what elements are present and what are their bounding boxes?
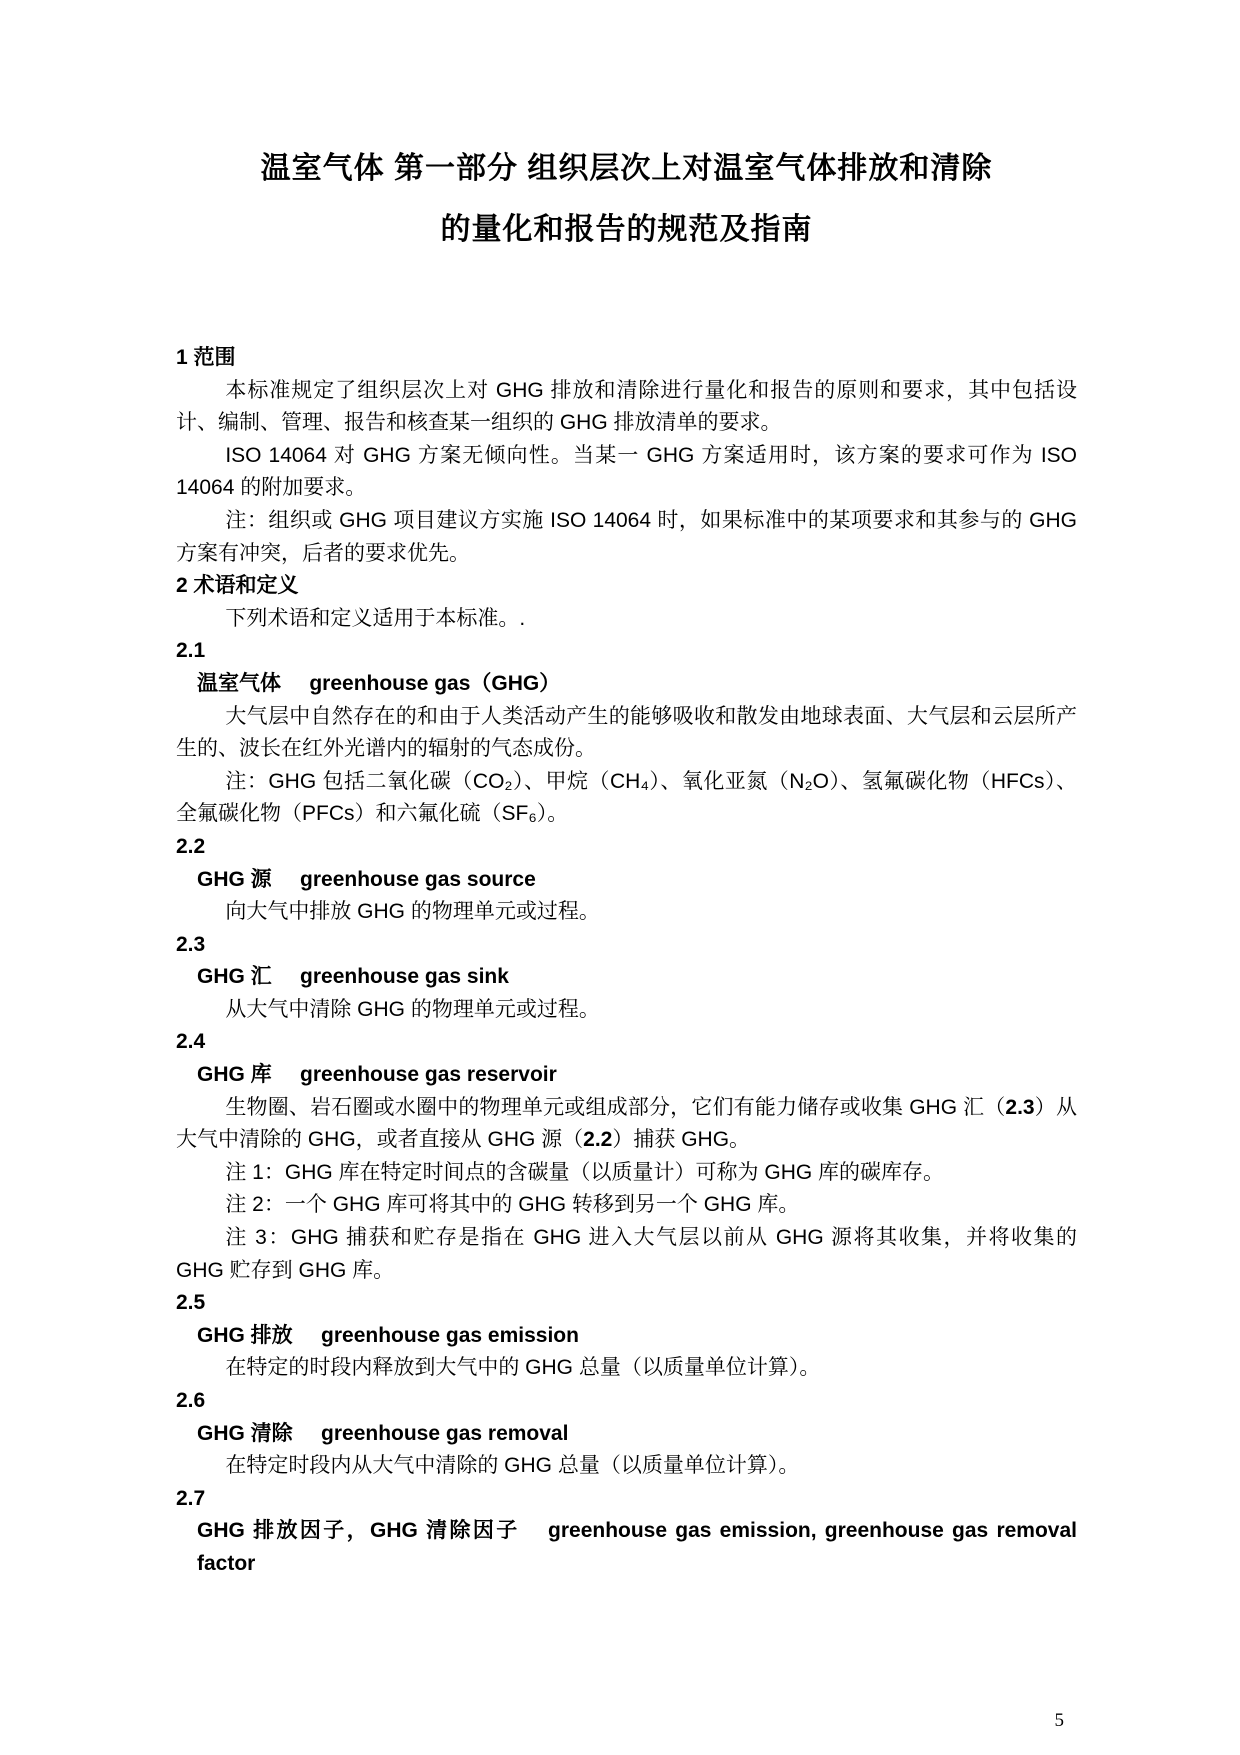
term-2-3-title bbox=[176, 961, 1077, 994]
term-2-5-number: 2.5 bbox=[176, 1291, 206, 1315]
term-2-6-definition: 在特定时段内从大气中清除的 GHG 总量（以质量单位计算）。 bbox=[225, 1454, 800, 1478]
term-2-4-number: 2.4 bbox=[176, 1030, 206, 1054]
cross-reference: 2.3 bbox=[1005, 1095, 1035, 1119]
term-2-5-zh: GHG 排放 bbox=[197, 1323, 293, 1347]
term-2-2-definition: 向大气中排放 GHG 的物理单元或过程。 bbox=[225, 900, 600, 924]
term-2-1-en: greenhouse gas（GHG） bbox=[309, 671, 561, 695]
term-2-2-number: 2.2 bbox=[176, 834, 206, 858]
term-2-1-zh: 温室气体 bbox=[197, 671, 281, 695]
term-2-2-en: greenhouse gas source bbox=[300, 867, 536, 891]
term-2-5-en: greenhouse gas emission bbox=[321, 1323, 579, 1347]
section-1-paragraph-2: ISO 14064 对 GHG 方案无倾向性。当某一 GHG 方案适用时，该方案的要求可作为 ISO 14064 的附加要求。 bbox=[176, 443, 1077, 500]
definition-segment: ）从大气中清除的 GHG，或者直接从 GHG 源（ bbox=[176, 1095, 1077, 1152]
term-2-7-number: 2.7 bbox=[176, 1486, 206, 1510]
term-2-6-number: 2.6 bbox=[176, 1389, 206, 1412]
term-2-3-zh: GHG 汇 bbox=[197, 965, 272, 989]
term-2-6-zh: GHG 清除 bbox=[197, 1421, 293, 1445]
cross-reference: 2.2 bbox=[583, 1128, 613, 1152]
term-2-3-en: greenhouse gas sink bbox=[300, 965, 509, 989]
term-2-7-title bbox=[176, 1515, 1077, 1580]
section-2-heading: 2 术语和定义 bbox=[176, 574, 299, 598]
section-1-heading: 1 范围 bbox=[176, 346, 236, 369]
term-2-2-zh: GHG 源 bbox=[197, 867, 272, 891]
term-2-4-note-3: 注 3：GHG 捕获和贮存是指在 GHG 进入大气层以前从 GHG 源将其收集，并将收集的 GHG 贮存到 GHG 库。 bbox=[176, 1226, 1077, 1282]
term-2-4-en: greenhouse gas reservoir bbox=[300, 1063, 557, 1087]
term-2-1-title bbox=[176, 668, 1077, 701]
term-2-7-en: greenhouse gas emission, greenhouse gas removal factor bbox=[197, 1519, 1077, 1575]
document-body bbox=[176, 342, 1077, 1581]
term-2-1-number: 2.1 bbox=[176, 639, 206, 663]
term-2-4-zh: GHG 库 bbox=[197, 1063, 272, 1087]
term-2-6-title bbox=[176, 1418, 1077, 1451]
definition-segment: ）捕获 GHG。 bbox=[612, 1128, 751, 1152]
term-2-4-note-2: 注 2：一个 GHG 库可将其中的 GHG 转移到另一个 GHG 库。 bbox=[225, 1193, 800, 1217]
document-title bbox=[176, 138, 1077, 260]
term-2-6-en: greenhouse gas removal bbox=[321, 1421, 569, 1445]
term-2-3-definition: 从大气中清除 GHG 的物理单元或过程。 bbox=[225, 997, 600, 1021]
term-2-4-definition bbox=[176, 1092, 1077, 1157]
term-2-5-title bbox=[176, 1320, 1077, 1353]
title-line-2: 的量化和报告的规范及指南 bbox=[440, 213, 813, 246]
page-number: 5 bbox=[1054, 1710, 1064, 1731]
term-2-7-zh: GHG 排放因子，GHG 清除因子 bbox=[197, 1519, 520, 1543]
term-2-3-number: 2.3 bbox=[176, 932, 206, 956]
title-line-1: 温室气体 第一部分 组织层次上对温室气体排放和清除 bbox=[260, 152, 993, 185]
section-1-paragraph-1: 本标准规定了组织层次上对 GHG 排放和清除进行量化和报告的原则和要求，其中包括设计、编制、管理、报告和核查某一组织的 GHG 排放清单的要求。 bbox=[176, 378, 1077, 435]
document-content bbox=[0, 138, 1240, 1581]
term-2-2-title bbox=[176, 864, 1077, 897]
definition-segment: 生物圈、岩石圈或水圈中的物理单元或组成部分，它们有能力储存或收集 GHG 汇（ bbox=[225, 1095, 1006, 1119]
term-2-1-definition: 大气层中自然存在的和由于人类活动产生的能够吸收和散发由地球表面、大气层和云层所产生的、波长在红外光谱内的辐射的气态成份。 bbox=[176, 704, 1077, 761]
term-2-1-note: 注：GHG 包括二氧化碳（CO₂）、甲烷（CH₄）、氧化亚氮（N₂O）、氢氟碳化物（HFCs）、全氟碳化物（PFCs）和六氟化硫（SF₆）。 bbox=[176, 769, 1077, 826]
section-1-note: 注：组织或 GHG 项目建议方实施 ISO 14064 时，如果标准中的某项要求和其参与的 GHG 方案有冲突，后者的要求优先。 bbox=[176, 508, 1077, 565]
term-2-4-note-1: 注 1：GHG 库在特定时间点的含碳量（以质量计）可称为 GHG 库的碳库存。 bbox=[225, 1160, 945, 1184]
term-2-5-definition: 在特定的时段内释放到大气中的 GHG 总量（以质量单位计算）。 bbox=[225, 1356, 821, 1380]
section-2-intro: 下列术语和定义适用于本标准。. bbox=[225, 606, 526, 630]
term-2-4-title bbox=[176, 1059, 1077, 1092]
